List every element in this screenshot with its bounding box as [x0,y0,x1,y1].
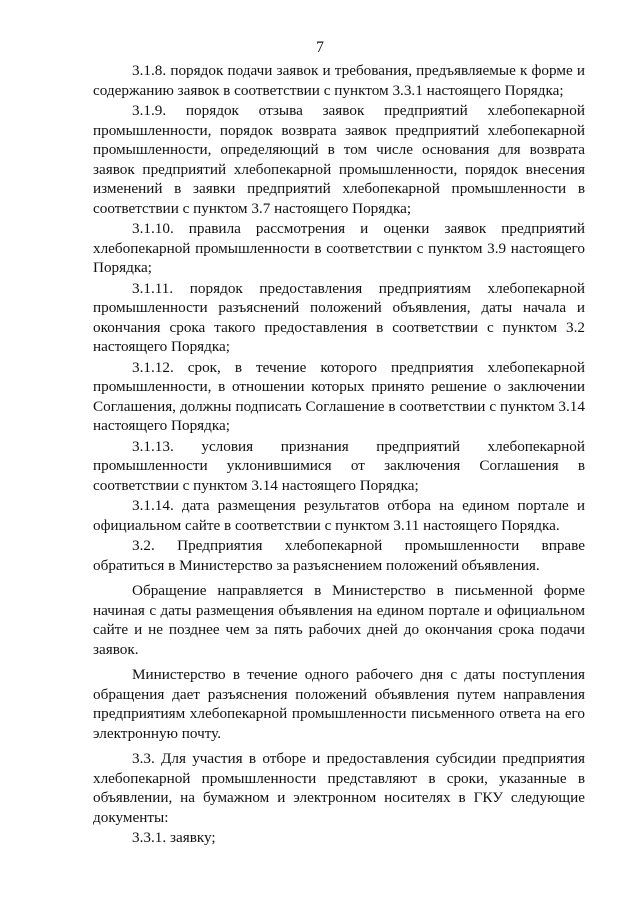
paragraph-3-1-13: 3.1.13. условия признания предприятий хлебопекарной промышленности уклонившимися от заключения Соглашения в соответствии с пунктом 3.14 настоящего Порядка; [93,437,585,494]
paragraph-3-3: 3.3. Для участия в отборе и предоставления субсидии предприятия хлебопекарной промышленности представляют в сроки, указанные в объявлении, на бумажном и электронном носителях в ГКУ следующие документы: [93,750,585,826]
paragraph-ministry-response: Министерство в течение одного рабочего дня с даты поступления обращения дает разъяснения положений объявления путем направления предприятиям хлебопекарной промышленности письменного ответа на его электронную почту. [93,666,585,742]
paragraph-3-1-11: 3.1.11. порядок предоставления предприятиям хлебопекарной промышленности разъяснений положений объявления, даты начала и окончания срока такого предоставления в соответствии с пунктом 3.2 настоящего Порядка; [93,279,585,355]
paragraph-3-2: 3.2. Предприятия хлебопекарной промышленности вправе обратиться в Министерство за разъяснением положений объявления. [93,537,585,574]
paragraph-3-1-14: 3.1.14. дата размещения результатов отбора на едином портале и официальном сайте в соответствии с пунктом 3.11 настоящего Порядка. [93,497,585,534]
paragraph-3-1-9: 3.1.9. порядок отзыва заявок предприятий хлебопекарной промышленности, порядок возврата заявок предприятий хлебопекарной промышленности, определяющий в том числе основания для возврата заявок предприятий хлебопекарной промышленности, порядок внесения изменений в заявки предприятий хлебопекарной промышленности в соответствии с пунктом 3.7 настоящего Порядка; [93,102,585,217]
paragraph-3-3-1: 3.3.1. заявку; [132,829,216,846]
page-number: 7 [316,39,324,56]
paragraph-3-1-12: 3.1.12. срок, в течение которого предприятия хлебопекарной промышленности, в отношении которых принято решение о заключении Соглашения, должны подписать Соглашение в соответствии с пунктом 3.14 настоящего Порядка; [93,358,585,434]
paragraph-3-1-8: 3.1.8. порядок подачи заявок и требования, предъявляемые к форме и содержанию заявок в соответствии с пунктом 3.3.1 настоящего Порядка; [93,62,585,99]
paragraph-3-1-10: 3.1.10. правила рассмотрения и оценки заявок предприятий хлебопекарной промышленности в соответствии с пунктом 3.9 настоящего Порядка; [93,220,585,276]
document-body [93,61,585,848]
paragraph-request-procedure: Обращение направляется в Министерство в письменной форме начиная с даты размещения объявления на едином портале и официальном сайте и не позднее чем за пять рабочих дней до окончания срока подачи заявок. [93,582,585,658]
